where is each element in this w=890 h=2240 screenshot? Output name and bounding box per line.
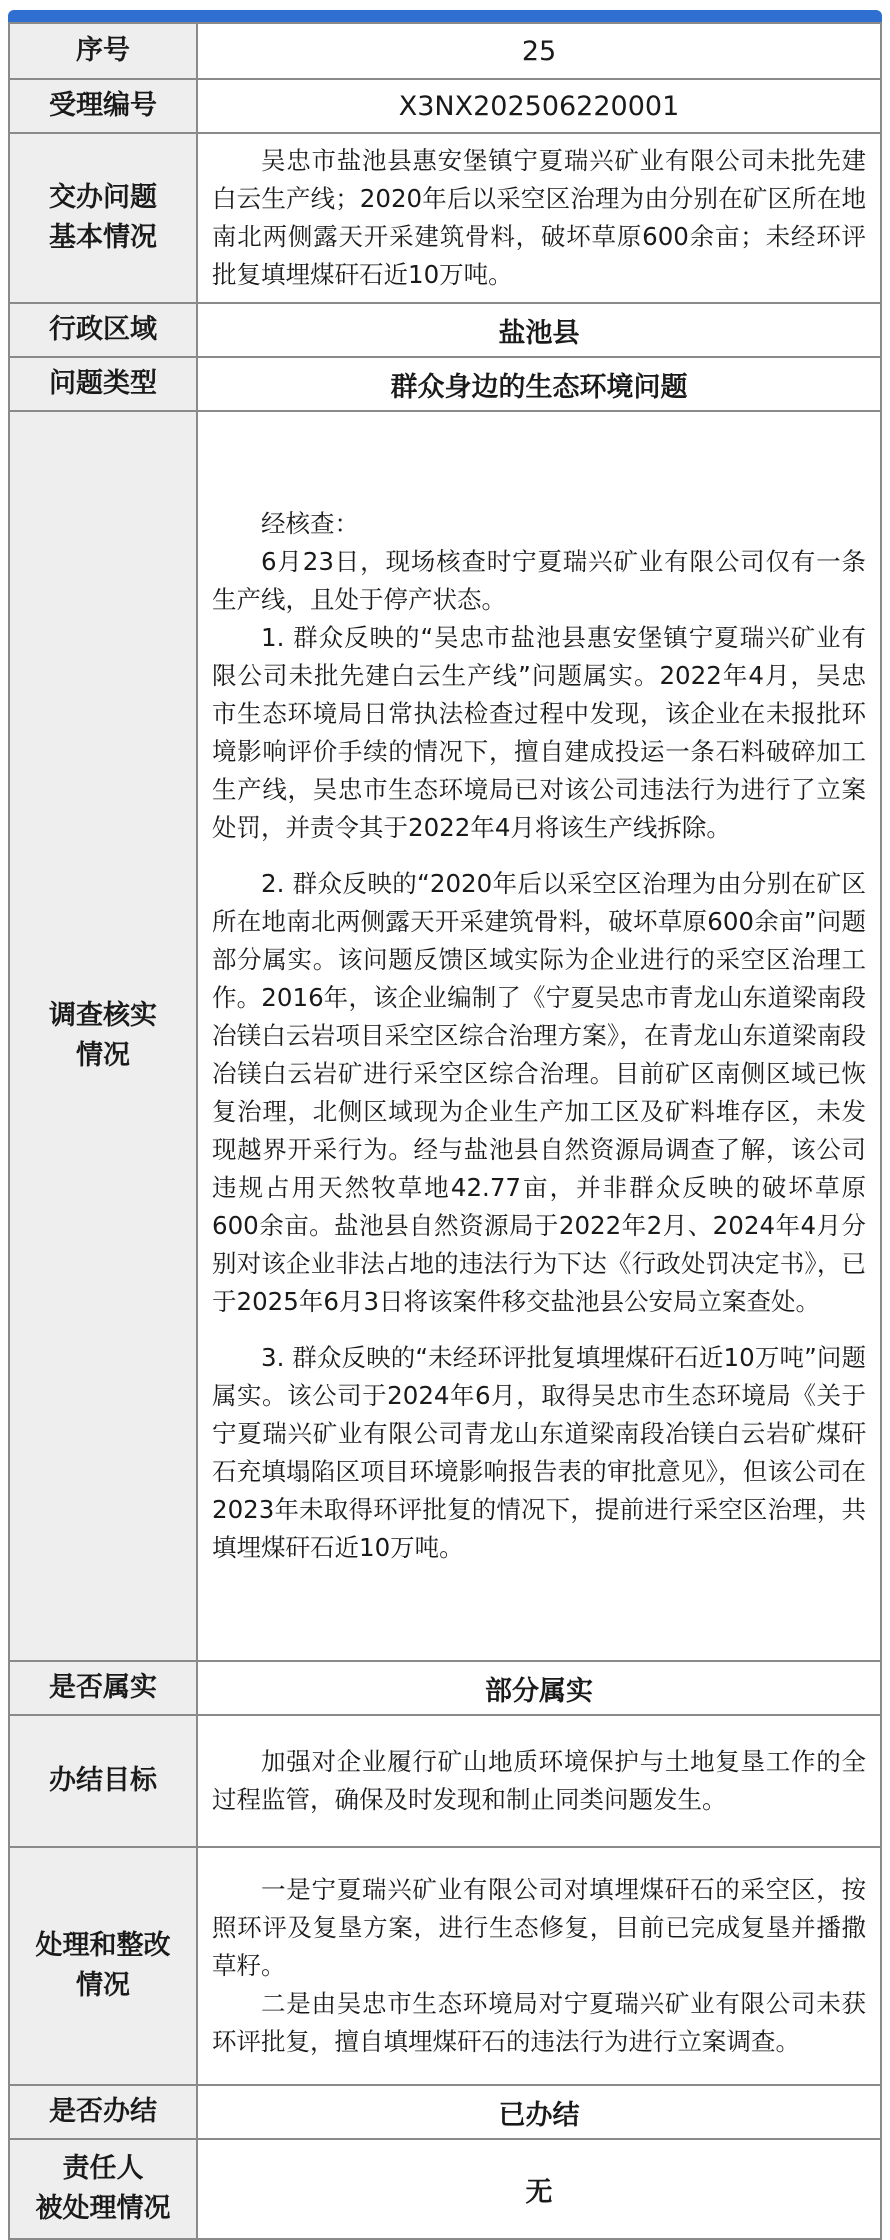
investigation-paragraph: 经核查： — [261, 509, 359, 538]
responsible-label — [9, 2139, 197, 2239]
row-closed — [9, 2085, 881, 2139]
investigation-paragraph: 2. 群众反映的“2020年后以采空区治理为由分别在矿区所在地南北两侧露天开采建筑骨料，破坏草原600余亩”问题部分属实。该问题反馈区域实际为企业进行的采空区治理工作。2016年，该企业编制了《宁夏吴忠市青龙山东道梁南段冶镁白云岩项目采空区综合治理方案》，在青龙山东道梁南段冶镁白云岩矿进行采空区综合治理。目前矿区南侧区域已恢复治理，北侧区域现为企业生产加工区及矿料堆存区，未发现越界开采行为。经与盐池县自然资源局调查了解，该公司违规占用天然牧草地42.77亩，并非群众反映的破坏草原600余亩。盐池县自然资源局于2022年2月、2024年4月分别对该企业非法占地的违法行为下达《行政处罚决定书》，已于2025年6月3日将该案件移交盐池县公安局立案查处。 — [212, 869, 866, 1316]
investigation-text — [197, 411, 881, 1661]
handling-paragraph: 二是由吴忠市生态环境局对宁夏瑞兴矿业有限公司未获环评批复，擅自填埋煤矸石的违法行为进行立案调查。 — [212, 1989, 866, 2056]
handling-paragraph: 一是宁夏瑞兴矿业有限公司对填埋煤矸石的采空区，按照环评及复垦方案，进行生态修复，目前已完成复垦并播撒草籽。 — [212, 1875, 866, 1980]
closed-value: 已办结 — [197, 2085, 881, 2139]
basic-info-paragraph: 吴忠市盐池县惠安堡镇宁夏瑞兴矿业有限公司未批先建白云生产线；2020年后以采空区治理为由分别在矿区所在地南北两侧露天开采建筑骨料，破坏草原600余亩；未经环评批复填埋煤矸石近10万吨。 — [212, 146, 866, 289]
row-case-no — [9, 79, 881, 133]
basic-info-text — [197, 133, 881, 303]
region-value: 盐池县 — [197, 303, 881, 357]
investigation-paragraph: 3. 群众反映的“未经环评批复填埋煤矸石近10万吨”问题属实。该公司于2024年6月，取得吴忠市生态环境局《关于宁夏瑞兴矿业有限公司青龙山东道梁南段冶镁白云岩矿煤矸石充填塌陷区项目环境影响报告表的审批意见》，但该公司在2023年未取得环评批复的情况下，提前进行采空区治理，共填埋煤矸石近10万吨。 — [212, 1343, 866, 1562]
responsible-value: 无 — [197, 2139, 881, 2239]
verified-value: 部分属实 — [197, 1661, 881, 1715]
row-handling — [9, 1847, 881, 2085]
row-investigation — [9, 411, 881, 1661]
case-no-value: X3NX202506220001 — [197, 79, 881, 133]
row-basic-info — [9, 133, 881, 303]
investigation-paragraph: 1. 群众反映的“吴忠市盐池县惠安堡镇宁夏瑞兴矿业有限公司未批先建白云生产线”问题属实。2022年4月，吴忠市生态环境局日常执法检查过程中发现，该企业在未报批环境影响评价手续的情况下，擅自建成投运一条石料破碎加工生产线，吴忠市生态环境局已对该公司违法行为进行了立案处罚，并责令其于2022年4月将该生产线拆除。 — [212, 623, 866, 842]
basic-info-label — [9, 133, 197, 303]
responsible-label-line2: 被处理情况 — [35, 2193, 171, 2224]
row-serial — [9, 23, 881, 79]
serial-value: 25 — [197, 23, 881, 79]
row-responsible — [9, 2139, 881, 2239]
closed-label: 是否办结 — [9, 2085, 197, 2139]
basic-info-label-line1: 交办问题 — [49, 182, 157, 213]
handling-text — [197, 1847, 881, 2085]
investigation-label — [9, 411, 197, 1661]
row-goal — [9, 1715, 881, 1847]
problem-type-value: 群众身边的生态环境问题 — [197, 357, 881, 411]
basic-info-label-line2: 基本情况 — [49, 222, 157, 253]
header-accent-bar — [8, 10, 882, 22]
case-no-label: 受理编号 — [9, 79, 197, 133]
investigation-paragraph: 6月23日，现场核查时宁夏瑞兴矿业有限公司仅有一条生产线，且处于停产状态。 — [212, 547, 866, 614]
responsible-label-line1: 责任人 — [62, 2153, 144, 2184]
case-table — [8, 22, 882, 2240]
problem-type-label: 问题类型 — [9, 357, 197, 411]
serial-label: 序号 — [9, 23, 197, 79]
row-problem-type — [9, 357, 881, 411]
investigation-label-line2: 情况 — [76, 1040, 130, 1071]
investigation-label-line1: 调查核实 — [49, 1000, 157, 1031]
goal-label: 办结目标 — [9, 1715, 197, 1847]
row-region — [9, 303, 881, 357]
goal-paragraph: 加强对企业履行矿山地质环境保护与土地复垦工作的全过程监管，确保及时发现和制止同类问题发生。 — [212, 1747, 866, 1814]
region-label: 行政区域 — [9, 303, 197, 357]
handling-label — [9, 1847, 197, 2085]
row-verified — [9, 1661, 881, 1715]
handling-label-line1: 处理和整改 — [35, 1930, 171, 1961]
goal-text — [197, 1715, 881, 1847]
handling-label-line2: 情况 — [76, 1970, 130, 2001]
verified-label: 是否属实 — [9, 1661, 197, 1715]
